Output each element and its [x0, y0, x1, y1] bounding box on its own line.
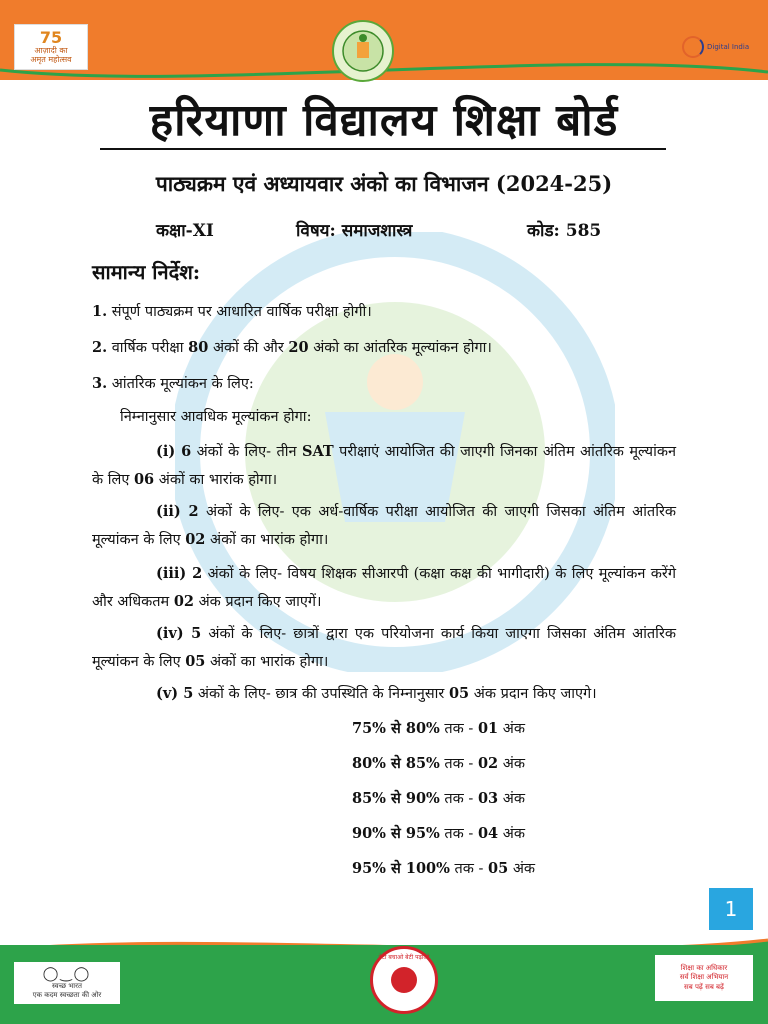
- attendance-marks: 02: [477, 755, 499, 772]
- item-v-label: (v) 5: [156, 685, 194, 702]
- item-iii-max-marks: 02: [173, 593, 194, 610]
- item-iv: [92, 620, 676, 676]
- subject-label: विषय: समाजशास्त्र: [296, 221, 413, 241]
- attendance-mid: तक -: [444, 791, 474, 807]
- board-title: हरियाणा विद्यालय शिक्षा बोर्ड: [149, 95, 619, 146]
- item-i-text-c: परीक्षाएं आयोजित की जाएगी जिनका अंतिम आंतरिक मूल्यांकन के लिए: [92, 444, 677, 488]
- shiksha-line2: सर्व शिक्षा अभियान: [679, 973, 729, 982]
- attendance-row: [352, 718, 525, 738]
- page-number: 1: [709, 888, 753, 930]
- attendance-unit: अंक: [502, 826, 525, 842]
- item-iii-label: (iii) 2: [156, 565, 203, 582]
- attendance-unit: अंक: [502, 756, 525, 772]
- attendance-range: 90% से 95%: [352, 825, 440, 842]
- logo-75-text: 75: [39, 28, 63, 48]
- digital-india-mark-icon: [682, 36, 704, 58]
- general-instructions-heading: सामान्य निर्देश:: [92, 260, 201, 284]
- spectacles-icon: ◯‿◯: [42, 966, 92, 982]
- attendance-marks: 05: [488, 860, 509, 877]
- swachh-bharat-tagline: एक कदम स्वच्छता की ओर: [32, 991, 102, 999]
- attendance-mid: तक -: [454, 861, 484, 877]
- logo-line2: आज़ादी का: [34, 46, 68, 55]
- item-iv-text-a: अंकों के लिए- छात्रों द्वारा एक परियोजना कार्य किया जाएगा जिसका अंतिम आंतरिक मूल्यांकन के लिए: [92, 626, 677, 670]
- item-i-weight: 06: [133, 471, 155, 488]
- attendance-marks: 01: [477, 720, 499, 737]
- instruction-2-annual-marks: 80: [188, 339, 209, 356]
- attendance-row: [352, 823, 525, 843]
- beti-bachao-logo: [370, 946, 438, 1014]
- item-ii-weight: 02: [185, 531, 206, 548]
- class-label: कक्षा-XI: [156, 221, 214, 241]
- document-subtitle: पाठ्यक्रम एवं अध्यायवार अंको का विभाजन (2024-25): [155, 171, 613, 196]
- attendance-mid: तक -: [444, 721, 474, 737]
- attendance-row: [352, 753, 525, 773]
- item-ii: [92, 498, 676, 554]
- attendance-row: [352, 788, 525, 808]
- item-i-text-e: अंकों का भारांक होगा।: [158, 472, 278, 488]
- instruction-2-internal-marks: 20: [288, 339, 309, 356]
- swachh-bharat-text: स्वच्छ भारत: [52, 982, 82, 990]
- instruction-3: [92, 370, 676, 398]
- item-i-sat: SAT: [301, 443, 334, 460]
- attendance-range: 80% से 85%: [352, 755, 440, 772]
- item-i-label: (i) 6: [156, 443, 192, 460]
- attendance-row: [352, 858, 535, 878]
- attendance-range: 95% से 100%: [352, 860, 450, 877]
- digital-india-text: Digital India: [707, 43, 750, 51]
- attendance-marks: 03: [477, 790, 499, 807]
- attendance-unit: अंक: [502, 721, 525, 737]
- code-label: कोड: 585: [527, 221, 602, 241]
- attendance-mid: तक -: [444, 826, 474, 842]
- instruction-3-text: आंतरिक मूल्यांकन के लिए:: [111, 376, 254, 392]
- item-i-text-a: अंकों के लिए- तीन: [196, 444, 297, 460]
- shiksha-line1: शिक्षा का अधिकार: [680, 964, 728, 973]
- item-ii-text-c: अंकों का भारांक होगा।: [210, 532, 329, 548]
- item-iv-weight: 05: [185, 653, 206, 670]
- beti-bachao-text: बेटी बचाओ बेटी पढ़ाओ: [378, 954, 430, 961]
- item-iii-text-a: अंकों के लिए- विषय शिक्षक सीआरपी (कक्षा कक्ष की भागीदारी) के लिए मूल्यांकन करेंगे और अधिकतम: [92, 566, 677, 610]
- title-underline: [100, 148, 666, 150]
- attendance-range: 75% से 80%: [352, 720, 440, 737]
- shiksha-line3: सब पढ़ें सब बढ़ें: [684, 982, 724, 991]
- item-i: [92, 438, 676, 494]
- instruction-1-text: संपूर्ण पाठ्यक्रम पर आधारित वार्षिक परीक्षा होगी।: [111, 304, 372, 320]
- instruction-2-text-e: अंको का आंतरिक मूल्यांकन होगा।: [313, 340, 492, 356]
- instruction-1-num: 1.: [92, 303, 108, 320]
- attendance-marks: 04: [477, 825, 499, 842]
- item-iv-label: (iv) 5: [156, 625, 202, 642]
- girl-face-icon: [391, 967, 417, 993]
- attendance-mid: तक -: [444, 756, 474, 772]
- instruction-3-sub: निम्नानुसार आवधिक मूल्यांकन होगा:: [120, 409, 312, 425]
- item-iii-text-c: अंक प्रदान किए जाएगें।: [198, 594, 322, 610]
- swachh-bharat-logo: [14, 962, 120, 1004]
- instruction-3-num: 3.: [92, 375, 108, 392]
- shiksha-ka-adhikar-logo: [655, 955, 753, 1001]
- attendance-unit: अंक: [502, 791, 525, 807]
- attendance-unit: अंक: [512, 861, 536, 877]
- instruction-2-text-c: अंकों की और: [212, 340, 284, 356]
- instruction-2-num: 2.: [92, 339, 108, 356]
- logo-line3: अमृत महोत्सव: [30, 54, 72, 64]
- digital-india-logo: [682, 34, 752, 60]
- item-v: [156, 680, 676, 708]
- azadi-ka-amrit-mahotsav-logo: [14, 24, 88, 70]
- item-v-marks: 05: [448, 685, 470, 702]
- item-iii: [92, 560, 676, 616]
- item-v-text-a: अंकों के लिए- छात्र की उपस्थिति के निम्नानुसार: [197, 686, 445, 702]
- item-ii-label: (ii) 2: [156, 503, 199, 520]
- instruction-1: [92, 298, 676, 326]
- item-v-text-c: अंक प्रदान किए जाएगे।: [473, 686, 597, 702]
- attendance-range: 85% से 90%: [352, 790, 440, 807]
- instruction-2: [92, 334, 676, 362]
- item-iv-text-c: अंकों का भारांक होगा।: [210, 654, 329, 670]
- item-ii-text-a: अंकों के लिए- एक अर्ध-वार्षिक परीक्षा आयोजित की जाएगी जिसका अंतिम आंतरिक मूल्यांकन के लिए: [92, 504, 677, 548]
- instruction-2-text-a: वार्षिक परीक्षा: [111, 340, 184, 356]
- board-seal-icon: [332, 20, 394, 82]
